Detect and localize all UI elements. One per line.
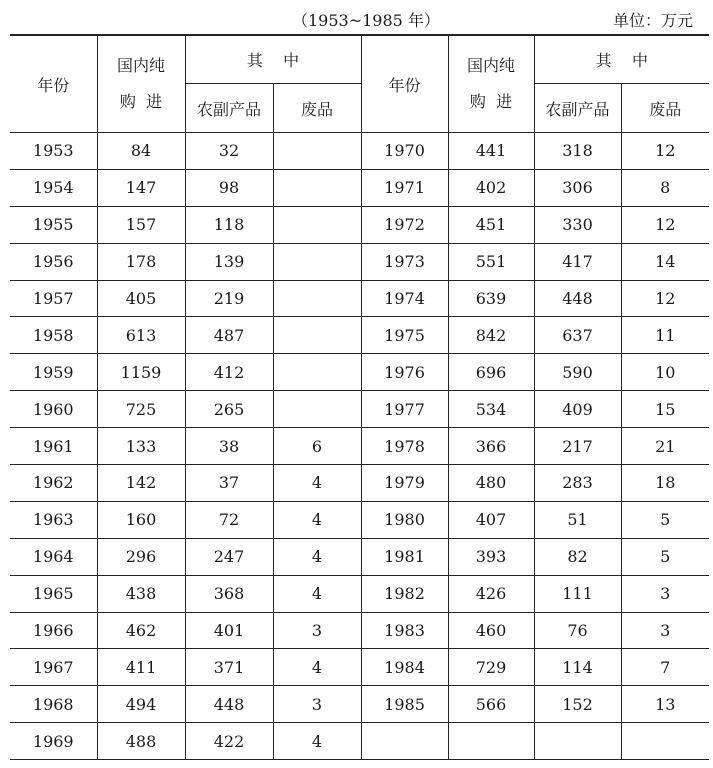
cell-waste-right: 14: [621, 243, 709, 280]
cell-waste-right: 12: [621, 133, 709, 170]
cell-waste: 4: [273, 538, 361, 575]
cell-waste-right: 15: [621, 391, 709, 428]
cell-domestic-purchase-right: [448, 723, 534, 760]
cell-year-right: 1970: [361, 133, 448, 170]
cell-domestic-purchase-right: 441: [448, 133, 534, 170]
cell-waste: 4: [273, 465, 361, 502]
cell-agri-products: 401: [185, 612, 273, 649]
cell-agri-products: 38: [185, 428, 273, 465]
cell-agri-products: 368: [185, 575, 273, 612]
cell-year-right: 1982: [361, 575, 448, 612]
cell-year: 1959: [10, 354, 97, 391]
cell-agri-products-right: 217: [534, 428, 621, 465]
cell-agri-products: 118: [185, 206, 273, 243]
cell-agri-products-right: 283: [534, 465, 621, 502]
cell-domestic-purchase: 405: [97, 280, 185, 317]
col-header-agri-products: 农副产品: [185, 84, 273, 133]
col-header-year: 年份: [10, 35, 97, 133]
table-caption-unit: 单位：万元: [612, 11, 693, 30]
col-header-domestic-line1-right: 国内纯: [467, 56, 516, 75]
cell-year: 1966: [10, 612, 97, 649]
cell-domestic-purchase: 296: [97, 538, 185, 575]
cell-domestic-purchase: 160: [97, 501, 185, 538]
cell-waste: 4: [273, 501, 361, 538]
cell-waste-right: 12: [621, 206, 709, 243]
cell-year: 1969: [10, 723, 97, 760]
cell-year: 1963: [10, 501, 97, 538]
cell-domestic-purchase: 147: [97, 169, 185, 206]
cell-year: 1960: [10, 391, 97, 428]
cell-year: 1964: [10, 538, 97, 575]
cell-agri-products-right: 114: [534, 649, 621, 686]
cell-waste-right: [621, 723, 709, 760]
cell-agri-products: 139: [185, 243, 273, 280]
table-row: [10, 612, 709, 649]
cell-waste-right: 7: [621, 649, 709, 686]
cell-waste: [273, 317, 361, 354]
cell-agri-products: 98: [185, 169, 273, 206]
cell-waste: 4: [273, 649, 361, 686]
table-caption-year-range: （1953~1985 年）: [292, 11, 440, 30]
cell-agri-products-right: 448: [534, 280, 621, 317]
cell-domestic-purchase: 613: [97, 317, 185, 354]
cell-domestic-purchase-right: 696: [448, 354, 534, 391]
cell-waste-right: 3: [621, 612, 709, 649]
cell-domestic-purchase-right: 407: [448, 501, 534, 538]
cell-waste-right: 12: [621, 280, 709, 317]
cell-agri-products: 412: [185, 354, 273, 391]
cell-waste-right: 13: [621, 686, 709, 723]
cell-year-right: 1974: [361, 280, 448, 317]
cell-agri-products: 219: [185, 280, 273, 317]
col-header-domestic-line2: 购 进: [119, 92, 163, 111]
cell-agri-products-right: 590: [534, 354, 621, 391]
cell-domestic-purchase-right: 393: [448, 538, 534, 575]
cell-waste: [273, 206, 361, 243]
cell-waste-right: 8: [621, 169, 709, 206]
cell-year-right: 1979: [361, 465, 448, 502]
cell-waste: 6: [273, 428, 361, 465]
cell-agri-products-right: 330: [534, 206, 621, 243]
table-body: [10, 133, 709, 760]
cell-agri-products-right: 306: [534, 169, 621, 206]
cell-year: 1956: [10, 243, 97, 280]
cell-agri-products-right: [534, 723, 621, 760]
col-header-among: 其 中: [185, 35, 361, 84]
cell-domestic-purchase-right: 842: [448, 317, 534, 354]
cell-waste: [273, 169, 361, 206]
table-row: [10, 723, 709, 760]
cell-domestic-purchase: 438: [97, 575, 185, 612]
cell-waste: 4: [273, 723, 361, 760]
cell-year: 1954: [10, 169, 97, 206]
cell-domestic-purchase-right: 366: [448, 428, 534, 465]
cell-domestic-purchase-right: 480: [448, 465, 534, 502]
table-row: [10, 169, 709, 206]
cell-year: 1962: [10, 465, 97, 502]
table-row: [10, 133, 709, 170]
cell-waste: [273, 133, 361, 170]
cell-agri-products-right: 318: [534, 133, 621, 170]
cell-year-right: 1980: [361, 501, 448, 538]
purchase-table: [10, 34, 709, 760]
cell-agri-products: 422: [185, 723, 273, 760]
cell-waste-right: 21: [621, 428, 709, 465]
table-row: [10, 686, 709, 723]
table-row: [10, 538, 709, 575]
cell-year-right: 1971: [361, 169, 448, 206]
cell-year-right: 1984: [361, 649, 448, 686]
cell-year: 1953: [10, 133, 97, 170]
cell-domestic-purchase: 1159: [97, 354, 185, 391]
table-row: [10, 465, 709, 502]
cell-agri-products: 371: [185, 649, 273, 686]
table-row: [10, 649, 709, 686]
cell-domestic-purchase: 133: [97, 428, 185, 465]
cell-domestic-purchase: 84: [97, 133, 185, 170]
cell-agri-products: 448: [185, 686, 273, 723]
cell-year: 1958: [10, 317, 97, 354]
cell-domestic-purchase-right: 402: [448, 169, 534, 206]
cell-year-right: [361, 723, 448, 760]
cell-domestic-purchase-right: 460: [448, 612, 534, 649]
cell-agri-products-right: 409: [534, 391, 621, 428]
table-row: [10, 575, 709, 612]
cell-waste: [273, 243, 361, 280]
cell-domestic-purchase: 411: [97, 649, 185, 686]
cell-waste: 3: [273, 612, 361, 649]
cell-year-right: 1977: [361, 391, 448, 428]
cell-agri-products-right: 76: [534, 612, 621, 649]
cell-waste-right: 10: [621, 354, 709, 391]
cell-domestic-purchase: 494: [97, 686, 185, 723]
table-row: [10, 354, 709, 391]
cell-agri-products: 72: [185, 501, 273, 538]
cell-year-right: 1981: [361, 538, 448, 575]
cell-waste-right: 18: [621, 465, 709, 502]
cell-year-right: 1976: [361, 354, 448, 391]
col-header-domestic-line1: 国内纯: [116, 56, 165, 75]
col-header-waste-right: 废品: [621, 84, 709, 133]
cell-agri-products-right: 82: [534, 538, 621, 575]
cell-domestic-purchase: 157: [97, 206, 185, 243]
cell-year-right: 1975: [361, 317, 448, 354]
cell-agri-products: 32: [185, 133, 273, 170]
cell-agri-products: 487: [185, 317, 273, 354]
cell-year: 1955: [10, 206, 97, 243]
cell-year-right: 1978: [361, 428, 448, 465]
cell-year-right: 1973: [361, 243, 448, 280]
cell-year: 1957: [10, 280, 97, 317]
col-header-domestic-purchase: [97, 35, 185, 133]
cell-domestic-purchase: 488: [97, 723, 185, 760]
table-header: [10, 35, 709, 133]
cell-agri-products: 37: [185, 465, 273, 502]
cell-waste: 3: [273, 686, 361, 723]
cell-domestic-purchase-right: 566: [448, 686, 534, 723]
table-row: [10, 391, 709, 428]
col-header-domestic-purchase-right: [448, 35, 534, 133]
cell-agri-products-right: 51: [534, 501, 621, 538]
cell-waste-right: 5: [621, 538, 709, 575]
cell-waste: [273, 354, 361, 391]
cell-year-right: 1985: [361, 686, 448, 723]
table-row: [10, 206, 709, 243]
cell-domestic-purchase: 725: [97, 391, 185, 428]
cell-domestic-purchase-right: 451: [448, 206, 534, 243]
col-header-domestic-line2-right: 购 进: [469, 92, 513, 111]
cell-year: 1965: [10, 575, 97, 612]
cell-domestic-purchase-right: 426: [448, 575, 534, 612]
cell-domestic-purchase: 178: [97, 243, 185, 280]
cell-waste: [273, 280, 361, 317]
cell-waste-right: 5: [621, 501, 709, 538]
col-header-year-right: 年份: [361, 35, 448, 133]
col-header-waste: 废品: [273, 84, 361, 133]
cell-domestic-purchase-right: 551: [448, 243, 534, 280]
cell-agri-products-right: 152: [534, 686, 621, 723]
cell-domestic-purchase-right: 534: [448, 391, 534, 428]
table-row: [10, 317, 709, 354]
cell-agri-products: 247: [185, 538, 273, 575]
cell-waste-right: 3: [621, 575, 709, 612]
cell-waste: [273, 391, 361, 428]
cell-domestic-purchase-right: 729: [448, 649, 534, 686]
cell-waste-right: 11: [621, 317, 709, 354]
cell-year: 1968: [10, 686, 97, 723]
col-header-among-right: 其 中: [534, 35, 709, 84]
cell-domestic-purchase-right: 639: [448, 280, 534, 317]
cell-waste: 4: [273, 575, 361, 612]
cell-year-right: 1983: [361, 612, 448, 649]
cell-agri-products: 265: [185, 391, 273, 428]
cell-domestic-purchase: 142: [97, 465, 185, 502]
col-header-agri-products-right: 农副产品: [534, 84, 621, 133]
cell-year-right: 1972: [361, 206, 448, 243]
cell-year: 1961: [10, 428, 97, 465]
cell-year: 1967: [10, 649, 97, 686]
table-row: [10, 280, 709, 317]
table-row: [10, 501, 709, 538]
cell-domestic-purchase: 462: [97, 612, 185, 649]
table-row: [10, 243, 709, 280]
cell-agri-products-right: 417: [534, 243, 621, 280]
cell-agri-products-right: 111: [534, 575, 621, 612]
cell-agri-products-right: 637: [534, 317, 621, 354]
table-row: [10, 428, 709, 465]
